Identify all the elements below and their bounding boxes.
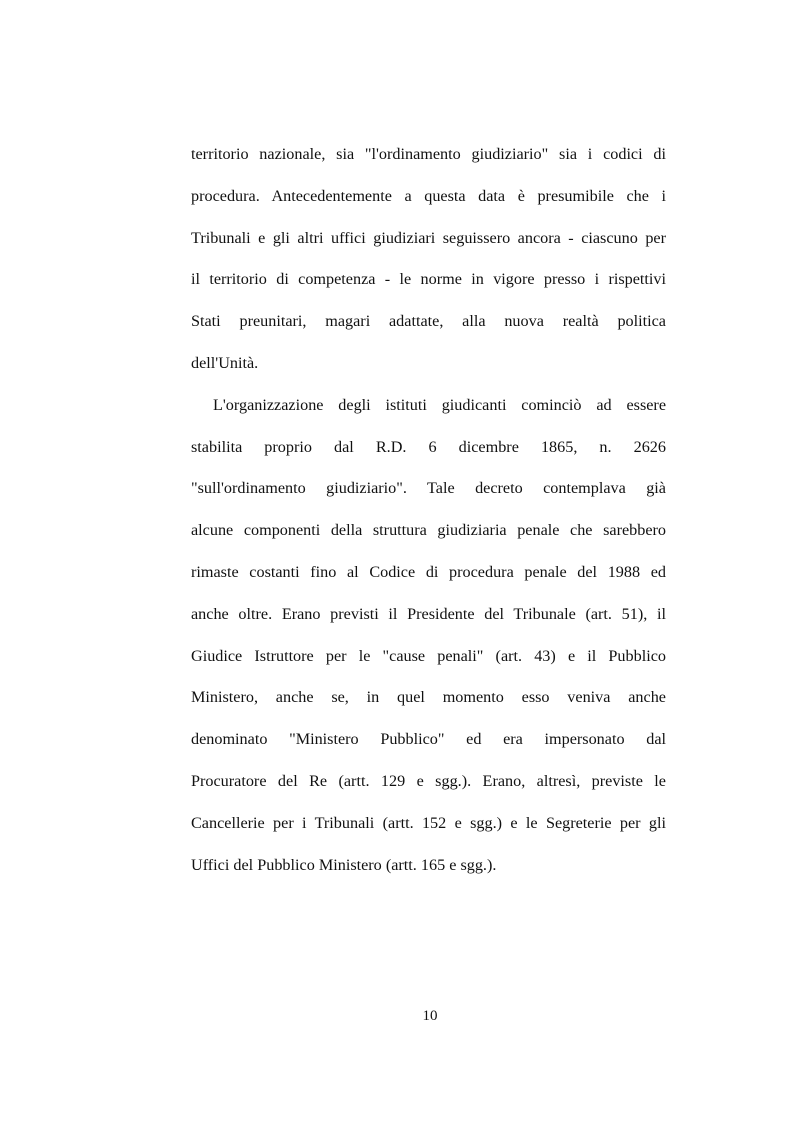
body-text [191,134,666,886]
text-line: territorio nazionale, sia "l'ordinamento giudiziario" sia i codici di [191,145,666,163]
text-line: stabilita proprio dal R.D. 6 dicembre 1865, n. 2626 [191,437,666,456]
text-line: Stati preunitari, magari adattate, alla nuova realtà politica [191,312,666,331]
text-line: "sull'ordinamento giudiziario". Tale decreto contemplava già [191,479,666,498]
text-line: Giudice Istruttore per le "cause penali" (art. 43) e il Pubblico [191,646,666,665]
text-line: Uffici del Pubblico Ministero (artt. 165 e sgg.). [191,855,497,874]
text-line: Procuratore del Re (artt. 129 e sgg.). Erano, altresì, previste le [191,771,666,790]
page-number: 10 [422,1008,438,1024]
text-line: L'organizzazione degli istituti giudicanti cominciò ad essere [213,395,666,414]
text-line: anche oltre. Erano previsti il Presidente del Tribunale (art. 51), il [191,604,666,623]
text-line: il territorio di competenza - le norme in vigore presso i rispettivi [191,270,666,289]
text-line: Ministero, anche se, in quel momento esso veniva anche [191,688,666,707]
text-line: Tribunali e gli altri uffici giudiziari seguissero ancora - ciascuno per [191,228,666,247]
text-line: procedura. Antecedentemente a questa data è presumibile che i [191,186,666,205]
text-line: alcune componenti della struttura giudiziaria penale che sarebbero [191,521,666,540]
text-line: Cancellerie per i Tribunali (artt. 152 e sgg.) e le Segreterie per gli [191,813,666,832]
text-line: rimaste costanti fino al Codice di procedura penale del 1988 ed [191,562,666,581]
text-line: dell'Unità. [191,353,259,372]
text-line: denominato "Ministero Pubblico" ed era impersonato dal [191,730,666,749]
